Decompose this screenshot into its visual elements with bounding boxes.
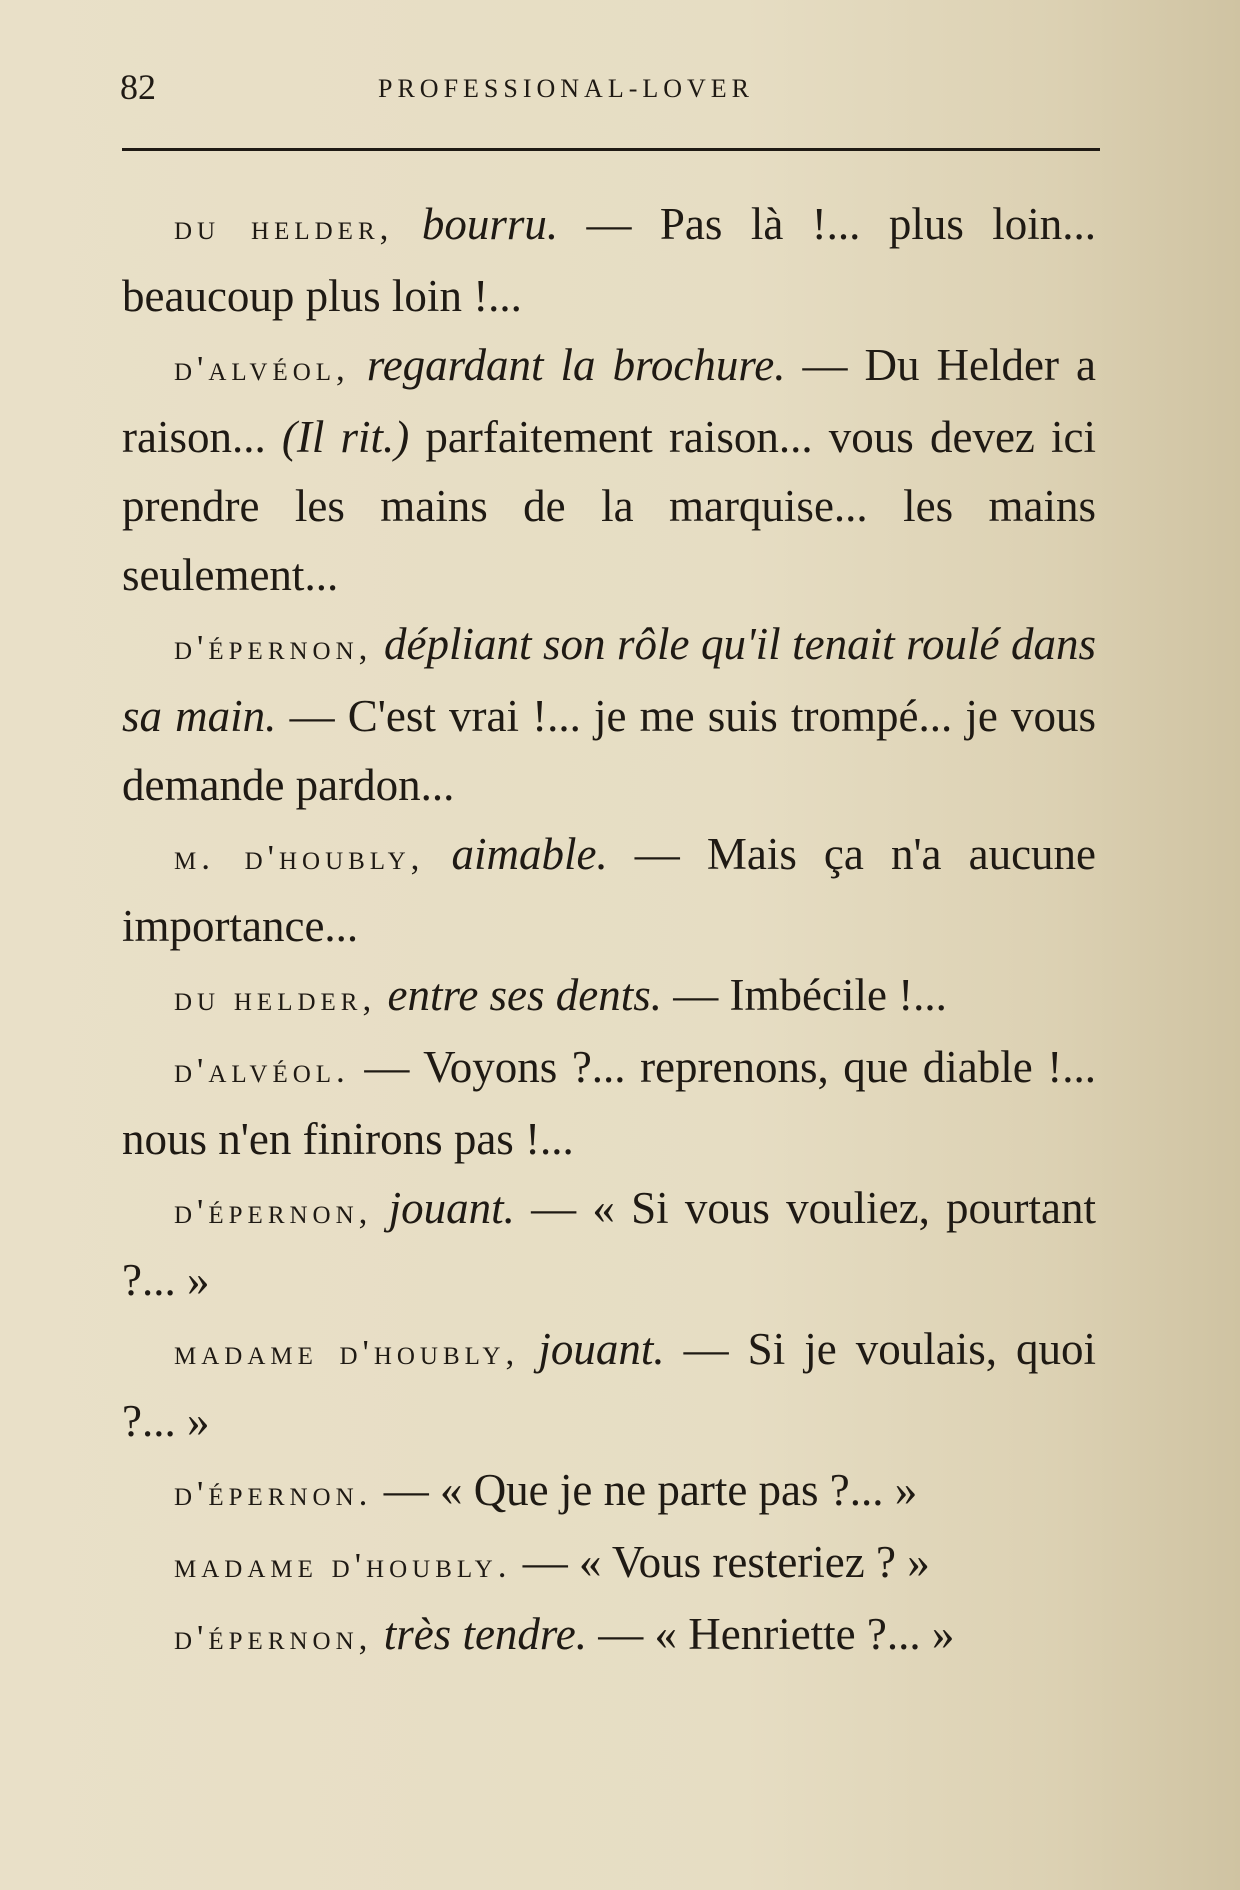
spoken-text: — Voyons ?... reprenons, que diable !... nous n'en finirons pas !... bbox=[122, 1042, 1096, 1164]
spoken-text: — « Vous resteriez ? » bbox=[522, 1537, 930, 1587]
running-title: PROFESSIONAL-LOVER bbox=[378, 74, 755, 103]
dialogue-line bbox=[122, 1456, 1096, 1528]
stage-direction: très tendre. bbox=[383, 1609, 587, 1659]
speaker-name: du helder, bbox=[174, 208, 394, 247]
speaker-name: du helder, bbox=[174, 979, 377, 1018]
dialogue-line bbox=[122, 1528, 1096, 1600]
spoken-text: — C'est vrai !... je me suis trompé... je vous demande pardon... bbox=[122, 691, 1096, 810]
spoken-text: — « Si vous vouliez, pourtant ?... » bbox=[122, 1183, 1097, 1305]
dialogue-line bbox=[122, 1600, 1096, 1672]
dialogue-line bbox=[122, 961, 1096, 1033]
speaker-name: madame d'houbly. bbox=[174, 1546, 512, 1585]
dialogue-line bbox=[122, 1174, 1096, 1315]
stage-direction: jouant. bbox=[388, 1183, 515, 1233]
dialogue-line bbox=[122, 1033, 1096, 1174]
speaker-name: d'épernon, bbox=[174, 1192, 373, 1231]
spoken-text: parfaitement raison... vous devez ici prendre les mains de la marquise... les mains seulement... bbox=[122, 412, 1097, 600]
header-rule bbox=[122, 148, 1100, 151]
dialogue-line bbox=[122, 610, 1096, 820]
spoken-text: — Si je voulais, quoi ?... » bbox=[122, 1324, 1097, 1446]
stage-direction: regardant la brochure. bbox=[366, 340, 786, 390]
spoken-text: — Du Helder a raison... bbox=[122, 340, 1096, 462]
page-header bbox=[120, 66, 1100, 126]
stage-direction: (Il rit.) bbox=[281, 412, 410, 462]
stage-direction: entre ses dents. bbox=[387, 970, 663, 1020]
stage-direction: bourru. bbox=[421, 199, 559, 249]
dialogue-line bbox=[122, 820, 1096, 961]
stage-direction: jouant. bbox=[538, 1324, 665, 1374]
stage-direction: dépliant son rôle qu'il tenait roulé dans sa main. bbox=[122, 619, 1097, 741]
dialogue-line bbox=[122, 1315, 1096, 1456]
dialogue-line bbox=[122, 331, 1096, 610]
spoken-text: — Pas là !... plus loin... beaucoup plus loin !... bbox=[122, 199, 1097, 321]
spoken-text: — Mais ça n'a aucune importance... bbox=[122, 829, 1097, 951]
dialogue-text bbox=[122, 190, 1096, 1672]
stage-direction: aimable. bbox=[451, 829, 608, 879]
page-number: 82 bbox=[120, 67, 156, 107]
speaker-name: d'alvéol, bbox=[174, 349, 350, 388]
spoken-text: — « Que je ne parte pas ?... » bbox=[383, 1465, 918, 1515]
speaker-name: d'épernon. bbox=[174, 1474, 373, 1513]
dialogue-line bbox=[122, 190, 1096, 331]
speaker-name: d'alvéol. bbox=[174, 1051, 350, 1090]
speaker-name: madame d'houbly, bbox=[174, 1333, 520, 1372]
speaker-name: m. d'houbly, bbox=[174, 838, 425, 877]
speaker-name: d'épernon, bbox=[174, 1618, 373, 1657]
speaker-name: d'épernon, bbox=[174, 628, 373, 667]
spoken-text: — Imbécile !... bbox=[673, 970, 947, 1020]
spoken-text: — « Henriette ?... » bbox=[598, 1609, 955, 1659]
